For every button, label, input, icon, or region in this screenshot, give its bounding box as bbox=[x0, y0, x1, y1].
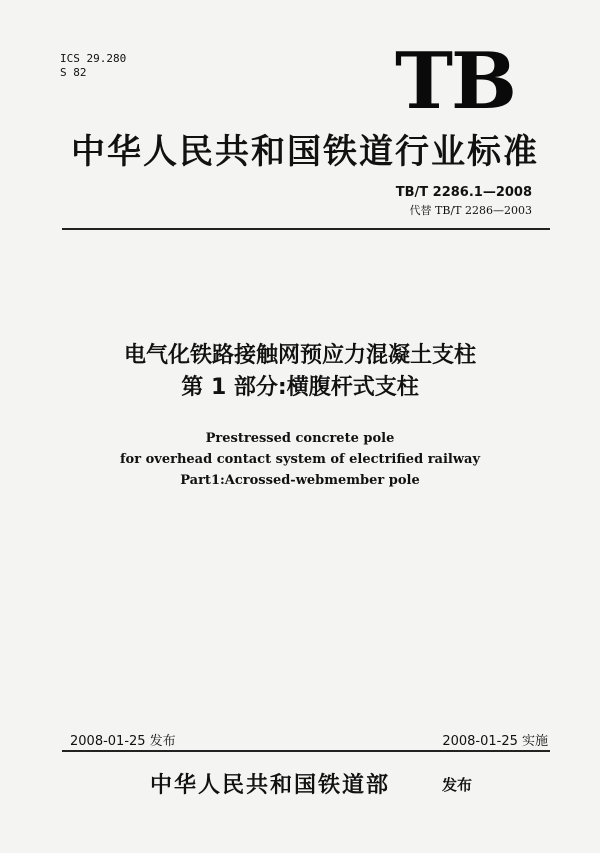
footer-divider bbox=[62, 750, 550, 752]
ics-code: ICS 29.280 bbox=[60, 52, 127, 65]
english-title bbox=[40, 428, 560, 491]
classification-codes bbox=[60, 52, 126, 80]
implementation-date: 2008-01-25 实施 bbox=[442, 734, 548, 749]
chinese-title-line-2: 第 1 部分:横腹杆式支柱 bbox=[181, 375, 419, 400]
tb-logo: TB bbox=[395, 36, 515, 127]
english-title-line-1: Prestressed concrete pole bbox=[205, 431, 395, 446]
replaces-standard: 代替 TB/T 2286—2003 bbox=[409, 204, 532, 217]
industry-standard-title: 中华人民共和国铁道行业标准 bbox=[71, 132, 539, 172]
chinese-title bbox=[40, 340, 560, 404]
publisher-name: 中华人民共和国铁道部 bbox=[150, 772, 391, 798]
standard-number: TB/T 2286.1—2008 bbox=[395, 185, 532, 200]
english-title-line-3: Part1:Acrossed-webmember pole bbox=[180, 473, 420, 488]
issue-date: 2008-01-25 发布 bbox=[70, 734, 176, 749]
ccs-code: S 82 bbox=[60, 66, 87, 79]
header-divider bbox=[62, 228, 550, 230]
publish-label: 发布 bbox=[442, 776, 473, 794]
english-title-line-2: for overhead contact system of electrified railway bbox=[119, 452, 481, 467]
chinese-title-line-1: 电气化铁路接触网预应力混凝土支柱 bbox=[123, 343, 476, 368]
